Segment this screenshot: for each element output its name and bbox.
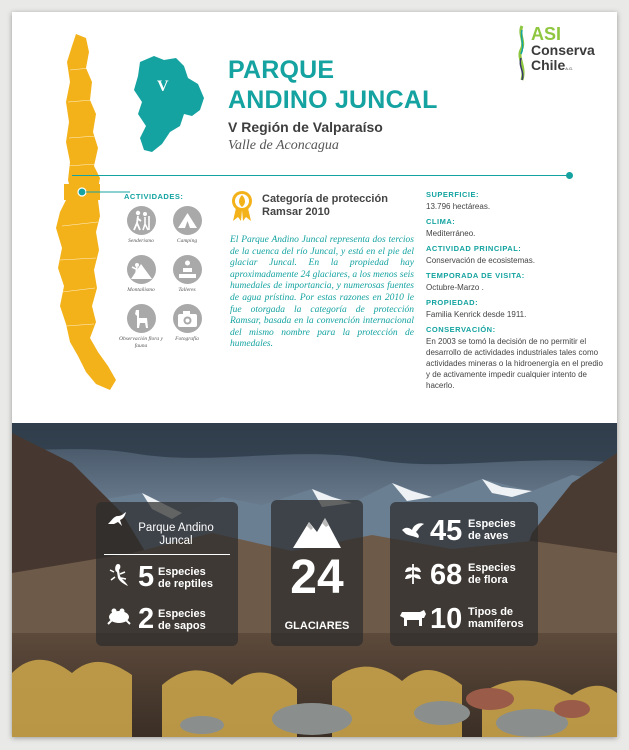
- fact-label: SUPERFICIE:: [426, 190, 480, 199]
- glaciers-label: GLACIARES: [284, 620, 350, 632]
- lizard-icon: [108, 562, 130, 588]
- divider-dot: [566, 172, 573, 179]
- fact-main-activity: [426, 244, 616, 266]
- activity-camping: [164, 206, 210, 245]
- fact-conservation: [426, 325, 606, 391]
- fact-label: ACTIVIDAD PRINCIPAL:: [426, 244, 522, 253]
- toads-count: 2: [138, 603, 155, 635]
- birds-count: 45: [430, 515, 463, 547]
- toads-label: [158, 608, 206, 632]
- park-name-stat: [126, 522, 226, 548]
- mammals-label-line-1: Tipos de: [468, 606, 514, 618]
- stats-divider: [104, 554, 230, 555]
- flora-count: 68: [430, 559, 463, 591]
- bird-icon: [106, 510, 128, 528]
- park-name-line-1: Parque Andino: [138, 522, 214, 534]
- title-line-2: ANDINO JUNCAL: [228, 86, 438, 114]
- fact-value: Familia Kenrick desde 1911.: [426, 310, 527, 319]
- flora-label: [468, 562, 516, 586]
- glaciers-count: 24: [290, 551, 344, 604]
- activity-label: Montañismo: [127, 287, 155, 293]
- activity-label: Camping: [176, 238, 198, 244]
- mammals-label: [468, 606, 524, 630]
- mammals-count: 10: [430, 603, 463, 635]
- page-title: [228, 55, 438, 115]
- header-divider: [72, 175, 569, 176]
- birds-label: [468, 518, 516, 542]
- toads-label-line-1: Especies: [158, 608, 206, 620]
- fact-area: [426, 190, 616, 212]
- park-name-line-2: Juncal: [159, 535, 193, 547]
- award-ribbon-icon: [229, 190, 255, 222]
- park-description: El Parque Andino Juncal representa dos tercios de la cuenca del río Juncal, y está en el pie del glaciar Juncal. En la propiedad hay aproximadamente 24 glaciares, a los menos seis humedales de importancia, y numerosas fuentes de agua prístina. Por estas razones en 2010 le fue otorgada la categoría de protección Ramsar, basada en la convención internacional del mismo nombre para la protección de humedales.: [230, 235, 414, 350]
- facts-column: [426, 190, 616, 391]
- mountaineering-icon: [127, 255, 156, 284]
- chile-map: [42, 30, 130, 400]
- fact-value: Conservación de ecosistemas.: [426, 256, 535, 265]
- llama-icon: [127, 304, 156, 333]
- category-line-2: Ramsar 2010: [262, 206, 330, 218]
- activity-hiking: [118, 206, 164, 245]
- fact-ownership: [426, 298, 616, 320]
- activity-wildlife: [118, 304, 164, 350]
- activity-workshops: [164, 255, 210, 294]
- park-info-card: [12, 12, 617, 737]
- birds-label-line-2: de aves: [468, 530, 509, 542]
- mammals-label-line-2: mamíferos: [468, 618, 524, 630]
- fact-value: Mediterráneo.: [426, 229, 476, 238]
- logo-text-conserva: Conserva: [531, 42, 595, 58]
- region-map: [122, 54, 210, 156]
- workshop-icon: [173, 255, 202, 284]
- category-line-1: Categoría de protección: [262, 193, 388, 205]
- plant-icon: [402, 560, 424, 586]
- activity-photography: [164, 304, 210, 343]
- region-badge: V: [157, 78, 169, 95]
- stats-panel-glaciers: [271, 500, 363, 646]
- reptiles-count: 5: [138, 561, 155, 593]
- region-name: V Región de Valparaíso: [228, 119, 383, 135]
- activity-label: Observación flora y fauna: [119, 336, 163, 349]
- birds-label-line-1: Especies: [468, 518, 516, 530]
- flora-label-line-2: de flora: [468, 574, 508, 586]
- fact-label: TEMPORADA DE VISITA:: [426, 271, 525, 280]
- fact-value: Octubre-Marzo .: [426, 283, 484, 292]
- reptiles-label-line-2: de reptiles: [158, 578, 214, 590]
- toad-icon: [106, 606, 132, 626]
- fact-label: CLIMA:: [426, 217, 456, 226]
- fact-value: En 2003 se tomó la decisión de no permitir el desarrollo de actividades industriales tales como actividades mineras o la hidroenergía en el predio y de activamente impedir cualquier intento de hacerlo.: [426, 337, 603, 390]
- cow-icon: [398, 608, 428, 628]
- hiking-icon: [127, 206, 156, 235]
- activities-heading: ACTIVIDADES:: [124, 192, 184, 201]
- fact-label: PROPIEDAD:: [426, 298, 479, 307]
- valley-name: Valle de Aconcagua: [228, 138, 339, 153]
- activity-label: Talleres: [178, 287, 196, 293]
- logo-text-asi: ASI: [531, 24, 562, 44]
- stats-panel-left: [96, 502, 238, 646]
- protection-category: [262, 193, 388, 219]
- fact-value: 13.796 hectáreas.: [426, 202, 491, 211]
- fact-season: [426, 271, 616, 293]
- tent-icon: [173, 206, 202, 235]
- logo-suffix: A.G.: [565, 66, 574, 71]
- fact-climate: [426, 217, 616, 239]
- camera-icon: [173, 304, 202, 333]
- reptiles-label: [158, 566, 213, 590]
- title-line-1: PARQUE: [228, 56, 335, 84]
- mountain-icon: [291, 510, 343, 550]
- flora-label-line-1: Especies: [468, 562, 516, 574]
- fact-label: CONSERVACIÓN:: [426, 325, 496, 334]
- toads-label-line-2: de sapos: [158, 620, 206, 632]
- reptiles-label-line-1: Especies: [158, 566, 206, 578]
- activity-label: Fotografía: [175, 336, 199, 342]
- stats-panel-right: [390, 502, 538, 646]
- activity-mountaineering: [118, 255, 164, 294]
- logo-text-chile: ChileA.G.: [531, 57, 574, 73]
- activity-label: Senderismo: [128, 238, 154, 244]
- logo-icon: [515, 24, 529, 82]
- dove-icon: [400, 520, 426, 540]
